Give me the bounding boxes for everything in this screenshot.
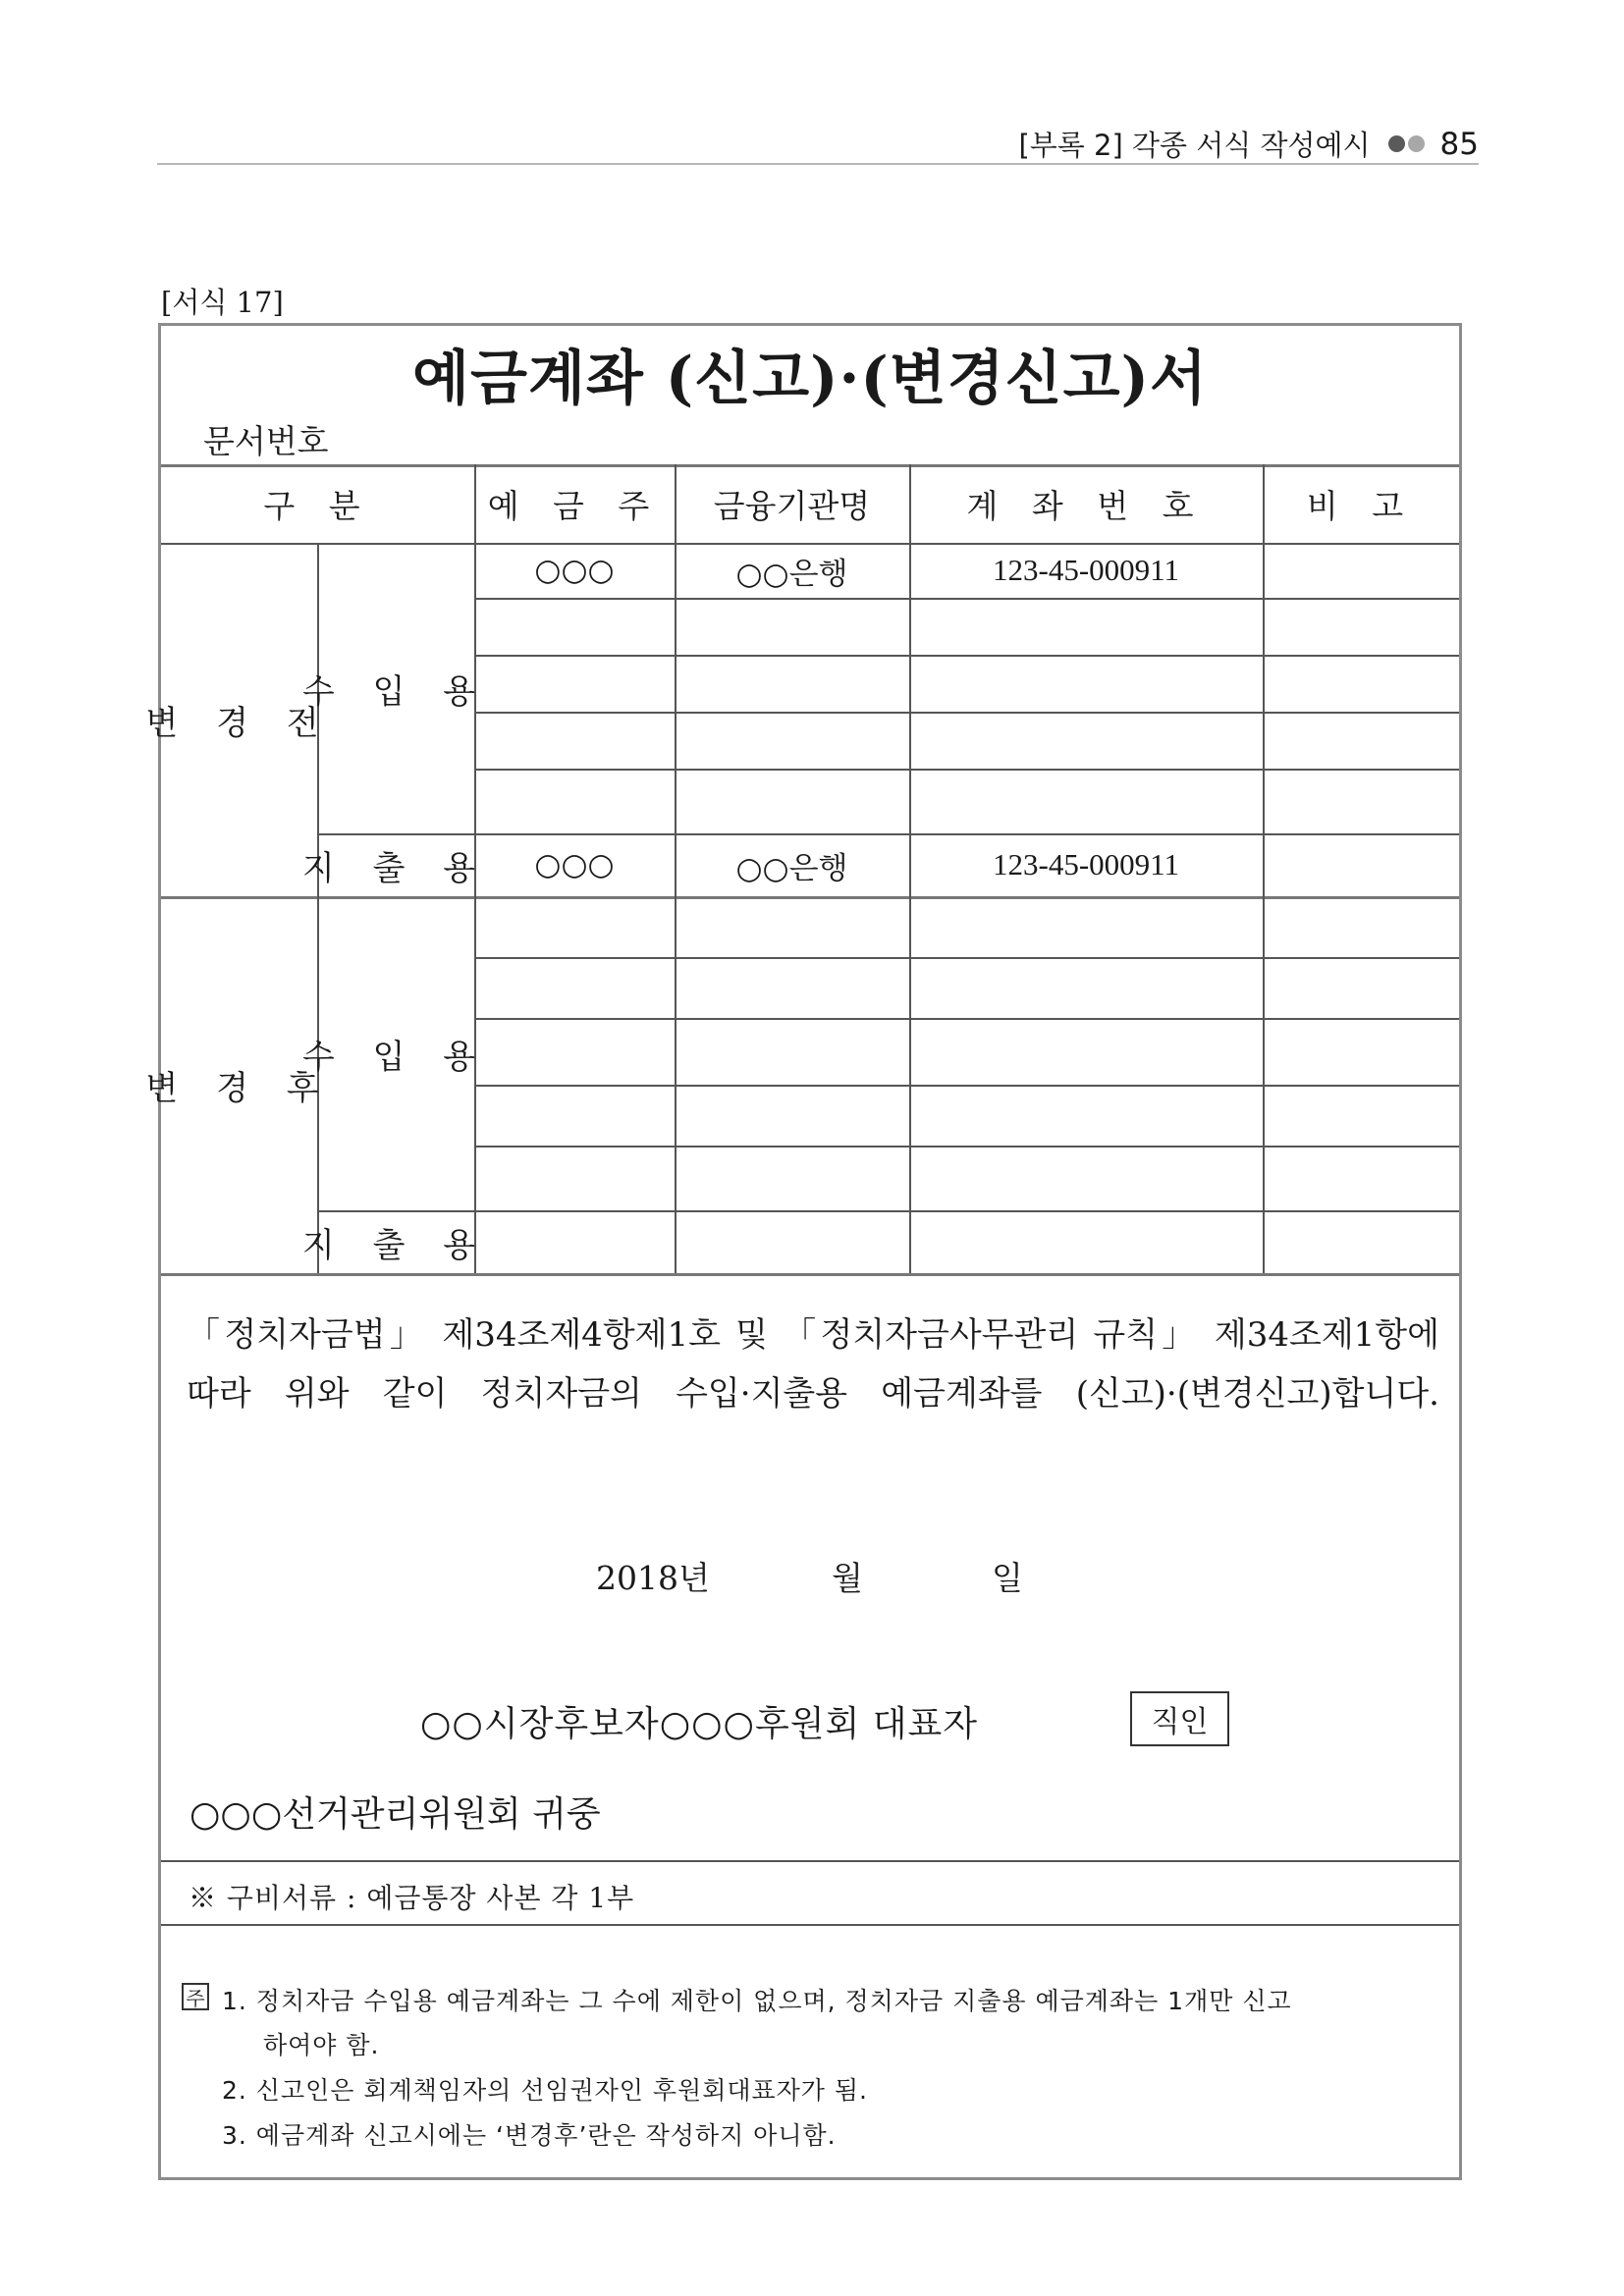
running-header [157,122,1479,165]
date-month: 월 [832,1559,863,1597]
note-item: 하여야 함. [263,2031,380,2059]
attachment-note: ※ 구비서류 : 예금통장 사본 각 1부 [189,1882,635,1914]
date-day: 일 [992,1559,1023,1597]
before-expense-label: 지 출 용 [301,848,490,888]
after-change-label: 변 경 후 [145,1068,333,1108]
row-line [474,712,1459,714]
form-title: 예금계좌 (신고)·(변경신고)서 [412,345,1208,413]
column-header-institution: 금융기관명 [713,486,871,525]
table-cell-institution: ○○은행 [735,850,848,886]
notes-top-line [161,1924,1459,1926]
table-cell-institution: ○○은행 [735,556,848,592]
row-line [474,1146,1459,1148]
note-item: 3. 예금계좌 신고시에는 ‘변경후’란은 작성하지 아니함. [222,2121,837,2150]
column-header-remarks: 비 고 [1306,486,1416,525]
before-income-label: 수 입 용 [301,671,490,712]
table-bottom-border [161,1273,1459,1276]
seal-box: 직인 [1130,1691,1229,1746]
doc-number-label: 문서번호 [203,422,329,460]
before-change-label: 변 경 전 [145,703,333,743]
column-header-holder: 예 금 주 [487,486,662,525]
attachment-top-line [161,1860,1459,1862]
table-cell-holder: ○○○ [534,847,615,882]
column-header-category: 구 분 [263,486,372,525]
row-line [474,1018,1459,1020]
row-line [474,769,1459,771]
note-item: 1. 정치자금 수입용 예금계좌는 그 수에 제한이 없으며, 정치자금 지출용 예금계좌는 1개만 신고 [222,1987,1292,2015]
row-line [474,957,1459,959]
note-mark-icon: 주 [182,1983,209,2010]
row-line [474,1085,1459,1087]
table-cell-account: 123-45-000911 [993,553,1179,587]
bullet-dots-icon [1388,135,1425,152]
after-income-label: 수 입 용 [301,1037,490,1077]
table-cell-holder: ○○○ [534,553,615,588]
signer-name: ○○시장후보자○○○후원회 대표자 [420,1704,979,1744]
table-cell-account: 123-45-000911 [993,847,1179,881]
column-line [1263,464,1265,1273]
note-item: 2. 신고인은 회계책임자의 선임권자인 후원회대표자가 됨. [222,2076,868,2105]
after-expense-label: 지 출 용 [301,1225,490,1265]
running-header-text [1018,124,1479,164]
statement-paragraph [161,1306,1459,1423]
column-header-account: 계 좌 번 호 [966,486,1206,525]
recipient: ○○○선거관리위원회 귀중 [189,1794,601,1835]
form-label: [서식 17] [161,286,284,319]
date-year: 2018년 [596,1559,710,1597]
section-title: [부록 2] 각종 서식 작성예시 [1018,129,1371,162]
light-dot-icon [1408,135,1425,152]
page-number: 85 [1439,126,1479,162]
statement-line: 따라 위와 같이 정치자금의 수입·지출용 예금계좌를 (신고)·(변경신고)합니다. [187,1374,1439,1414]
row-line [474,655,1459,657]
row-line [474,598,1459,600]
statement-line: 「정치자금법」 제34조제4항제1호 및 「정치자금사무관리 규칙」 제34조제1항에 [187,1315,1439,1355]
expense-row-line-after [317,1210,1459,1212]
dark-dot-icon [1388,135,1405,152]
